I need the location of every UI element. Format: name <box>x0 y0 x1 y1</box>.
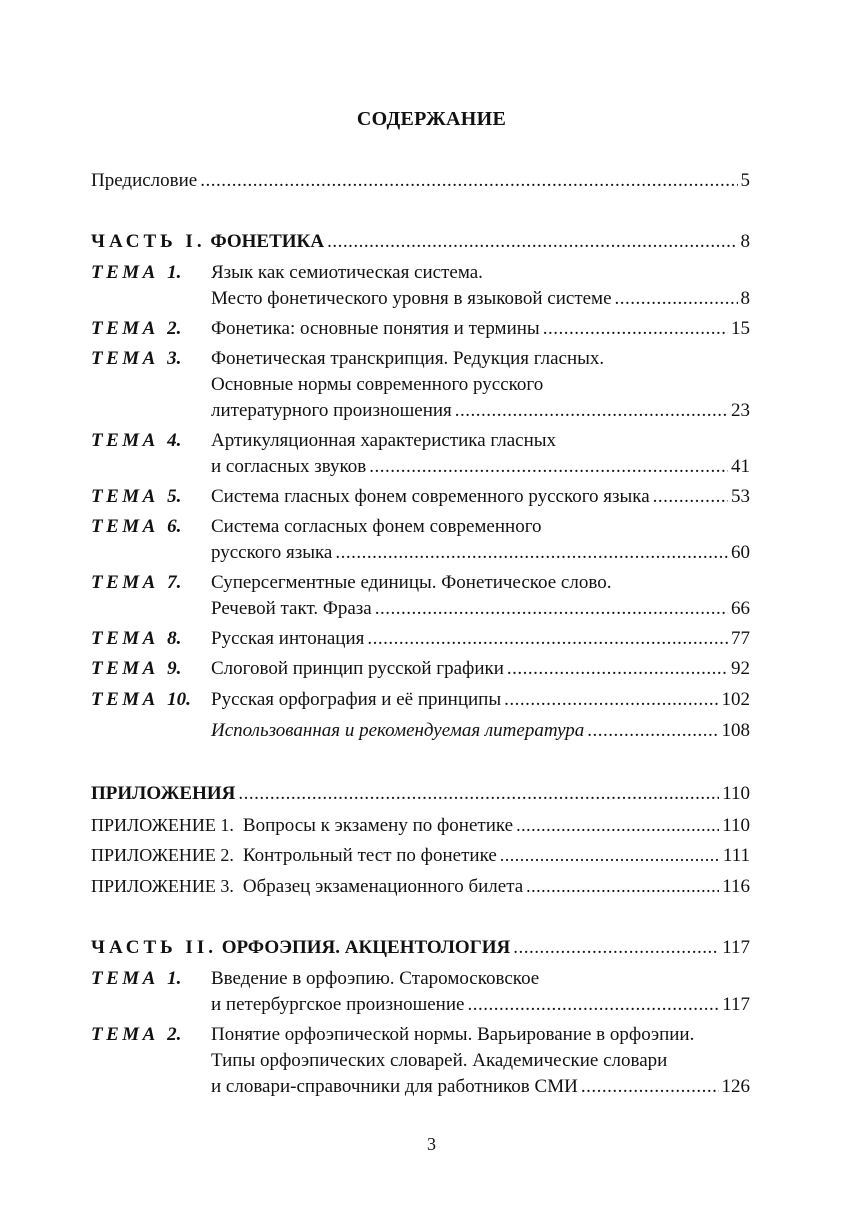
entry-text: и петербургское произношение <box>211 994 465 1015</box>
dot-leader <box>200 168 737 194</box>
entry-page: 117 <box>722 994 750 1015</box>
entry-text: Контрольный тест по фонетике <box>242 845 497 866</box>
entry-page: 66 <box>731 598 750 619</box>
dot-leader <box>367 626 728 652</box>
entry-text: Введение в орфоэпию. Старомосковское <box>211 968 540 989</box>
dot-leader <box>504 687 718 713</box>
entry-text: Типы орфоэпических словарей. Академические словари <box>211 1050 668 1071</box>
dot-leader <box>238 781 719 807</box>
appendix-label: ПРИЛОЖЕНИЕ 2. <box>91 845 234 865</box>
entry-page: 53 <box>731 486 750 507</box>
part-prefix: ЧАСТЬ I. <box>91 231 206 252</box>
entry-text: Русская интонация <box>211 628 365 649</box>
page-number: 3 <box>427 1134 436 1154</box>
entry-text: Фонетика: основные понятия и термины <box>211 318 540 339</box>
entry-text: Система гласных фонем современного русского языка <box>211 486 650 507</box>
entry-text: Место фонетического уровня в языковой системе <box>211 288 612 309</box>
entry-page: 41 <box>731 456 750 477</box>
topic-label: ТЕМА 1. <box>91 968 182 989</box>
entry-page: 111 <box>722 845 750 866</box>
entry-text: Предисловие <box>91 170 198 191</box>
dot-leader <box>375 596 728 622</box>
entry-page: 108 <box>721 720 750 741</box>
entry-page: 77 <box>731 628 750 649</box>
dot-leader <box>467 992 719 1018</box>
entry-text: и словари-справочники для работников СМИ <box>211 1076 578 1097</box>
entry-text: Слоговой принцип русской графики <box>211 658 504 679</box>
entry-page: 126 <box>721 1076 750 1097</box>
entry-page: 110 <box>722 815 750 836</box>
appendix-label: ПРИЛОЖЕНИЕ 3. <box>91 876 234 896</box>
entry-text: Использованная и рекомендуемая литература <box>211 720 585 741</box>
entry-page: 92 <box>731 658 750 679</box>
entry-page: 23 <box>731 400 750 421</box>
entry-text: Язык как семиотическая система. <box>211 262 483 283</box>
topic-label: ТЕМА 8. <box>91 628 182 649</box>
entry-page: 8 <box>740 231 750 252</box>
entry-text: Система согласных фонем современного <box>211 516 542 537</box>
entry-page: 5 <box>740 170 750 191</box>
entry-page: 110 <box>722 783 750 804</box>
dot-leader <box>369 454 728 480</box>
entry-text: Вопросы к экзамену по фонетике <box>242 815 514 836</box>
dot-leader <box>587 718 718 744</box>
entry-text: литературного произношения <box>211 400 452 421</box>
entry-text: Русская орфография и её принципы <box>211 689 502 710</box>
dot-leader <box>335 540 728 566</box>
dot-leader <box>526 873 719 899</box>
part-name: ФОНЕТИКА <box>210 231 325 252</box>
entry-text: Суперсегментные единицы. Фонетическое слово. <box>211 572 612 593</box>
dot-leader <box>653 484 728 510</box>
entry-page: 117 <box>722 937 750 958</box>
topic-label: ТЕМА 3. <box>91 348 182 369</box>
entry-text: Речевой такт. Фраза <box>211 598 372 619</box>
part-prefix: ЧАСТЬ II. <box>91 937 217 958</box>
topic-label: ТЕМА 10. <box>91 689 191 710</box>
dot-leader <box>513 935 719 961</box>
dot-leader <box>543 316 728 342</box>
topic-label: ТЕМА 4. <box>91 430 182 451</box>
entry-page: 60 <box>731 542 750 563</box>
topic-label: ТЕМА 5. <box>91 486 182 507</box>
part-name: ОРФОЭПИЯ. АКЦЕНТОЛОГИЯ <box>221 937 511 958</box>
dot-leader <box>507 656 728 682</box>
dot-leader <box>455 398 728 424</box>
entry-page: 116 <box>722 876 750 897</box>
entry-page: 102 <box>721 689 750 710</box>
entry-text: русского языка <box>211 542 333 563</box>
page-title: СОДЕРЖАНИЕ <box>356 108 507 130</box>
dot-leader <box>500 842 720 868</box>
topic-label: ТЕМА 7. <box>91 572 182 593</box>
entry-text: ПРИЛОЖЕНИЯ <box>91 783 236 804</box>
entry-text: Понятие орфоэпической нормы. Варьирование в орфоэпии. <box>211 1024 695 1045</box>
entry-text: Основные нормы современного русского <box>211 374 544 395</box>
dot-leader <box>581 1074 719 1100</box>
entry-text: Фонетическая транскрипция. Редукция гласных. <box>211 348 605 369</box>
appendix-label: ПРИЛОЖЕНИЕ 1. <box>91 815 234 835</box>
entry-page: 15 <box>731 318 750 339</box>
topic-label: ТЕМА 1. <box>91 262 182 283</box>
dot-leader <box>516 812 719 838</box>
dot-leader <box>327 229 737 255</box>
topic-label: ТЕМА 2. <box>91 1024 182 1045</box>
topic-label: ТЕМА 2. <box>91 318 182 339</box>
entry-text: Артикуляционная характеристика гласных <box>211 430 557 451</box>
entry-text: Образец экзаменационного билета <box>242 876 524 897</box>
entry-page: 8 <box>740 288 750 309</box>
dot-leader <box>615 286 738 312</box>
entry-text: и согласных звуков <box>211 456 367 477</box>
topic-label: ТЕМА 6. <box>91 516 182 537</box>
topic-label: ТЕМА 9. <box>91 658 182 679</box>
